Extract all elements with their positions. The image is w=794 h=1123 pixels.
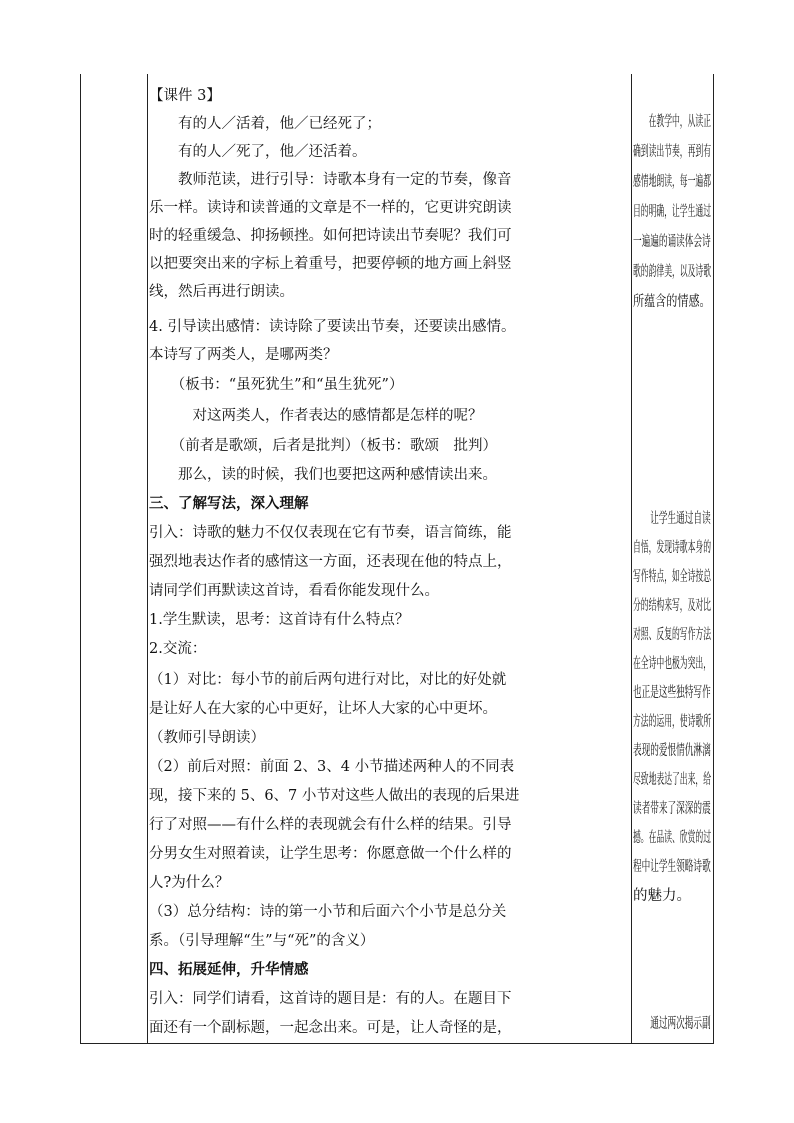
section-heading: 四、拓展延伸，升华情感 <box>149 961 309 978</box>
note-line: 目的明确，让学生通过 <box>633 204 711 220</box>
text-line: 引入：同学们请看，这首诗的题目是：有的人。在题目下 <box>149 991 512 1007</box>
text-line: （前者是歌颂，后者是批判）（板书：歌颂 批判） <box>149 438 497 454</box>
text-line: 【课件 3】 <box>149 88 221 104</box>
text-line: 对这两类人，作者表达的感情都是怎样的呢？ <box>149 408 483 424</box>
note-line: 一遍遍的诵读体会诗 <box>633 234 711 250</box>
text-line: 有的人／活着，他／已经死了； <box>149 116 381 132</box>
text-line: 以把要突出来的字标上着重号，把要停顿的地方画上斜竖 <box>149 256 512 272</box>
note-line: 自悟，发现诗歌本身的 <box>633 540 711 556</box>
text-line: 本诗写了两类人，是哪两类？ <box>149 347 338 363</box>
text-line: （教师引导朗读） <box>149 730 265 746</box>
text-line: 教师范读，进行引导：诗歌本身有一定的节奏，像音 <box>149 172 512 188</box>
section-heading: 三、了解写法，深入理解 <box>149 495 309 512</box>
note-line: 表现的爱恨情仇淋漓 <box>633 743 711 759</box>
note-line: 程中让学生领略诗歌 <box>633 859 711 875</box>
text-line: （2）前后对照：前面 2、3、4 小节描述两种人的不同表 <box>149 759 515 775</box>
text-line: 行了对照——有什么样的表现就会有什么样的结果。引导 <box>149 817 512 833</box>
text-line: 1.学生默读，思考：这首诗有什么特点？ <box>149 612 410 628</box>
table-divider-2 <box>631 74 632 1044</box>
table-border-right <box>713 74 714 1044</box>
text-line: 系。（引导理解“生”与“死”的含义） <box>149 933 375 949</box>
note-line: 写作特点，如全诗按总 <box>633 569 711 585</box>
text-line: 线，然后再进行朗读。 <box>149 284 294 300</box>
note-line: 在全诗中也极为突出， <box>633 656 711 672</box>
text-line: 分男女生对照着读，让学生思考：你愿意做一个什么样的 <box>149 846 512 862</box>
note-line: 的魅力。 <box>633 888 691 904</box>
text-line: 乐一样。读诗和读普通的文章是不一样的，它更讲究朗读 <box>149 200 512 216</box>
note-line: 歌的韵律美，以及诗歌 <box>633 264 711 280</box>
text-line: 是让好人在大家的心中更好，让坏人大家的心中更坏。 <box>149 701 497 717</box>
text-line: 请同学们再默读这首诗，看看你能发现什么。 <box>149 583 439 599</box>
note-line: 对照、反复的写作方法 <box>633 627 711 643</box>
text-line: 引入：诗歌的魅力不仅仅表现在它有节奏，语言简练，能 <box>149 525 512 541</box>
text-line: 2.交流： <box>149 641 207 657</box>
note-line: 尽致地表达了出来，给 <box>633 772 711 788</box>
text-line: （3）总分结构：诗的第一小节和后面六个小节是总分关 <box>149 904 507 920</box>
text-line: 人?为什么？ <box>149 875 230 891</box>
note-line: 方法的运用，使诗歌所 <box>633 714 711 730</box>
text-line: 时的轻重缓急、抑扬顿挫。如何把诗读出节奏呢？我们可 <box>149 228 512 244</box>
note-line: 确到读出节奏，再到有 <box>633 144 711 160</box>
text-line: 有的人／死了，他／还活着。 <box>149 144 367 160</box>
note-line: 撼。在品读、欣赏的过 <box>633 830 711 846</box>
note-line: 在教学中，从读正 <box>633 114 711 130</box>
text-line: 4. 引导读出感情：读诗除了要读出节奏，还要读出感情。 <box>149 319 516 335</box>
table-border-left <box>80 74 81 1044</box>
table-border-bottom <box>80 1043 714 1044</box>
lesson-table <box>80 74 714 1044</box>
note-line: 也正是这些独特写作 <box>633 685 711 701</box>
text-line: 那么，读的时候，我们也要把这两种感情读出来。 <box>149 467 497 483</box>
text-line: （1）对比：每小节的前后两句进行对比，对比的好处就 <box>149 672 507 688</box>
note-line: 让学生通过自读 <box>633 511 711 527</box>
text-line: 面还有一个副标题，一起念出来。可是，让人奇怪的是， <box>149 1020 512 1036</box>
text-line: 现，接下来的 5、6、7 小节对这些人做出的表现的后果进 <box>149 788 520 804</box>
note-line: 读者带来了深深的震 <box>633 801 711 817</box>
text-line: 强烈地表达作者的感情这一方面，还表现在他的特点上， <box>149 554 512 570</box>
table-divider-1 <box>147 74 148 1044</box>
note-line: 感情地朗读，每一遍都 <box>633 174 711 190</box>
note-line: 通过两次揭示副 <box>633 1016 711 1032</box>
note-line: 所蕴含的情感。 <box>633 294 711 310</box>
text-line: （板书：“虽死犹生”和“虽生犹死”） <box>149 377 404 393</box>
note-line: 分的结构来写，及对比 <box>633 598 711 614</box>
